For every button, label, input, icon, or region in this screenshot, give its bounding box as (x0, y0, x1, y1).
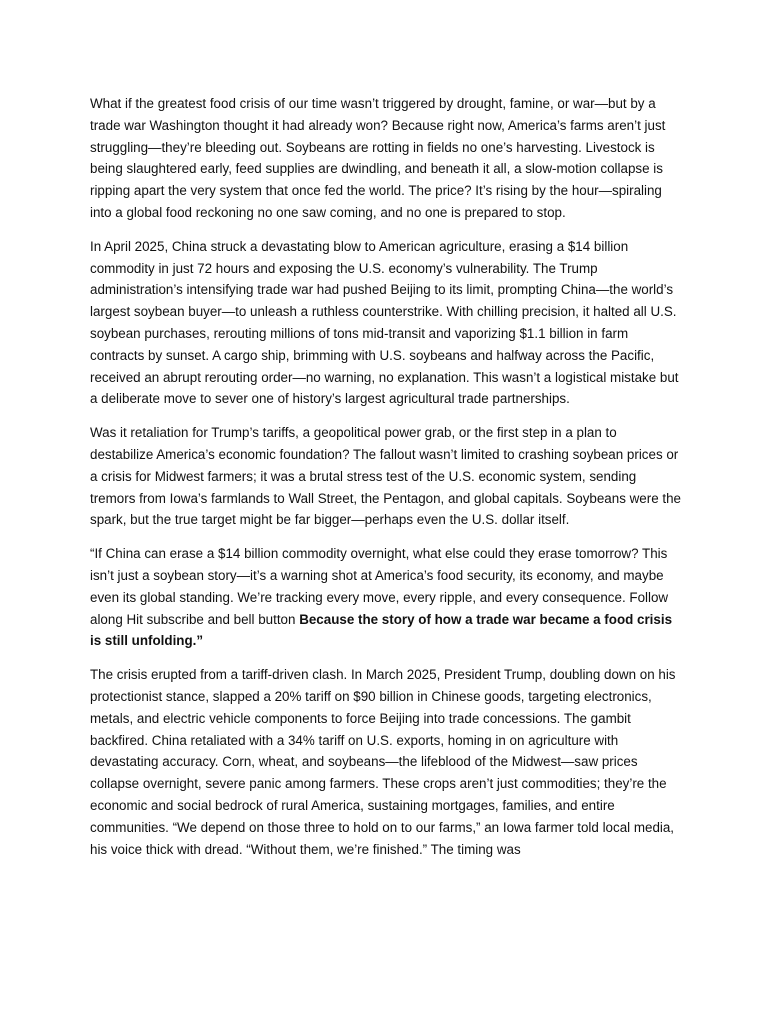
paragraph-quote (90, 543, 682, 652)
quote-bold-text: Because the story of how a trade war became a food crisis is still unfolding.” (90, 611, 673, 649)
quote-text: “If China can erase a $14 billion commodity overnight, what else could they erase tomorrow? This isn’t just a soybean story—it’s a warning shot at America’s food security, its economy, and maybe even its global standing. We’re tracking every move, every ripple, and every consequence. Follow along Hit subscribe and bell button (90, 546, 669, 627)
paragraph-crisis-erupted: The crisis erupted from a tariff-driven clash. In March 2025, President Trump, doubling down on his protectionist stance, slapped a 20% tariff on $90 billion in Chinese goods, targeting electronics, metals, and electric vehicle components to force Beijing into trade concessions. The gambit backfired. China retaliated with a 34% tariff on U.S. exports, homing in on agriculture with devastating accuracy. Corn, wheat, and soybeans—the lifeblood of the Midwest—saw prices collapse overnight, severe panic among farmers. These crops aren’t just commodities; they’re the economic and social bedrock of rural America, sustaining mortgages, families, and entire communities. “We depend on those three to hold on to our farms,” an Iowa farmer told local media, his voice thick with dread. “Without them, we’re finished.” The timing was (90, 667, 676, 857)
paragraph-retaliation: Was it retaliation for Trump’s tariffs, a geopolitical power grab, or the first step in a plan to destabilize America’s economic foundation? The fallout wasn’t limited to crashing soybean prices or a crisis for Midwest farmers; it was a brutal stress test of the U.S. economic system, sending tremors from Iowa’s farmlands to Wall Street, the Pentagon, and global capitals. Soybeans were the spark, but the true target might be far bigger—perhaps even the U.S. dollar itself. (90, 425, 681, 528)
paragraph-april-2025: In April 2025, China struck a devastating blow to American agriculture, erasing a $14 billion commodity in just 72 hours and exposing the U.S. economy’s vulnerability. The Trump administration’s intensifying trade war had pushed Beijing to its limit, prompting China—the world’s largest soybean buyer—to unleash a ruthless counterstrike. With chilling precision, it halted all U.S. soybean purchases, rerouting millions of tons mid-transit and vaporizing $1.1 billion in farm contracts by sunset. A cargo ship, brimming with U.S. soybeans and halfway across the Pacific, received an abrupt rerouting order—no warning, no explanation. This wasn’t a logistical mistake but a deliberate move to sever one of history’s largest agricultural trade partnerships. (90, 238, 679, 407)
document-page (90, 93, 682, 872)
paragraph-intro: What if the greatest food crisis of our time wasn’t triggered by drought, famine, or war—but by a trade war Washington thought it had already won? Because right now, America’s farms aren’t just struggling—they’re bleeding out. Soybeans are rotting in fields no one’s harvesting. Livestock is being slaughtered early, feed supplies are dwindling, and beneath it all, a slow-motion collapse is ripping apart the very system that once fed the world. The price? It’s rising by the hour—spiraling into a global food reckoning no one saw coming, and no one is prepared to stop. (90, 96, 666, 220)
